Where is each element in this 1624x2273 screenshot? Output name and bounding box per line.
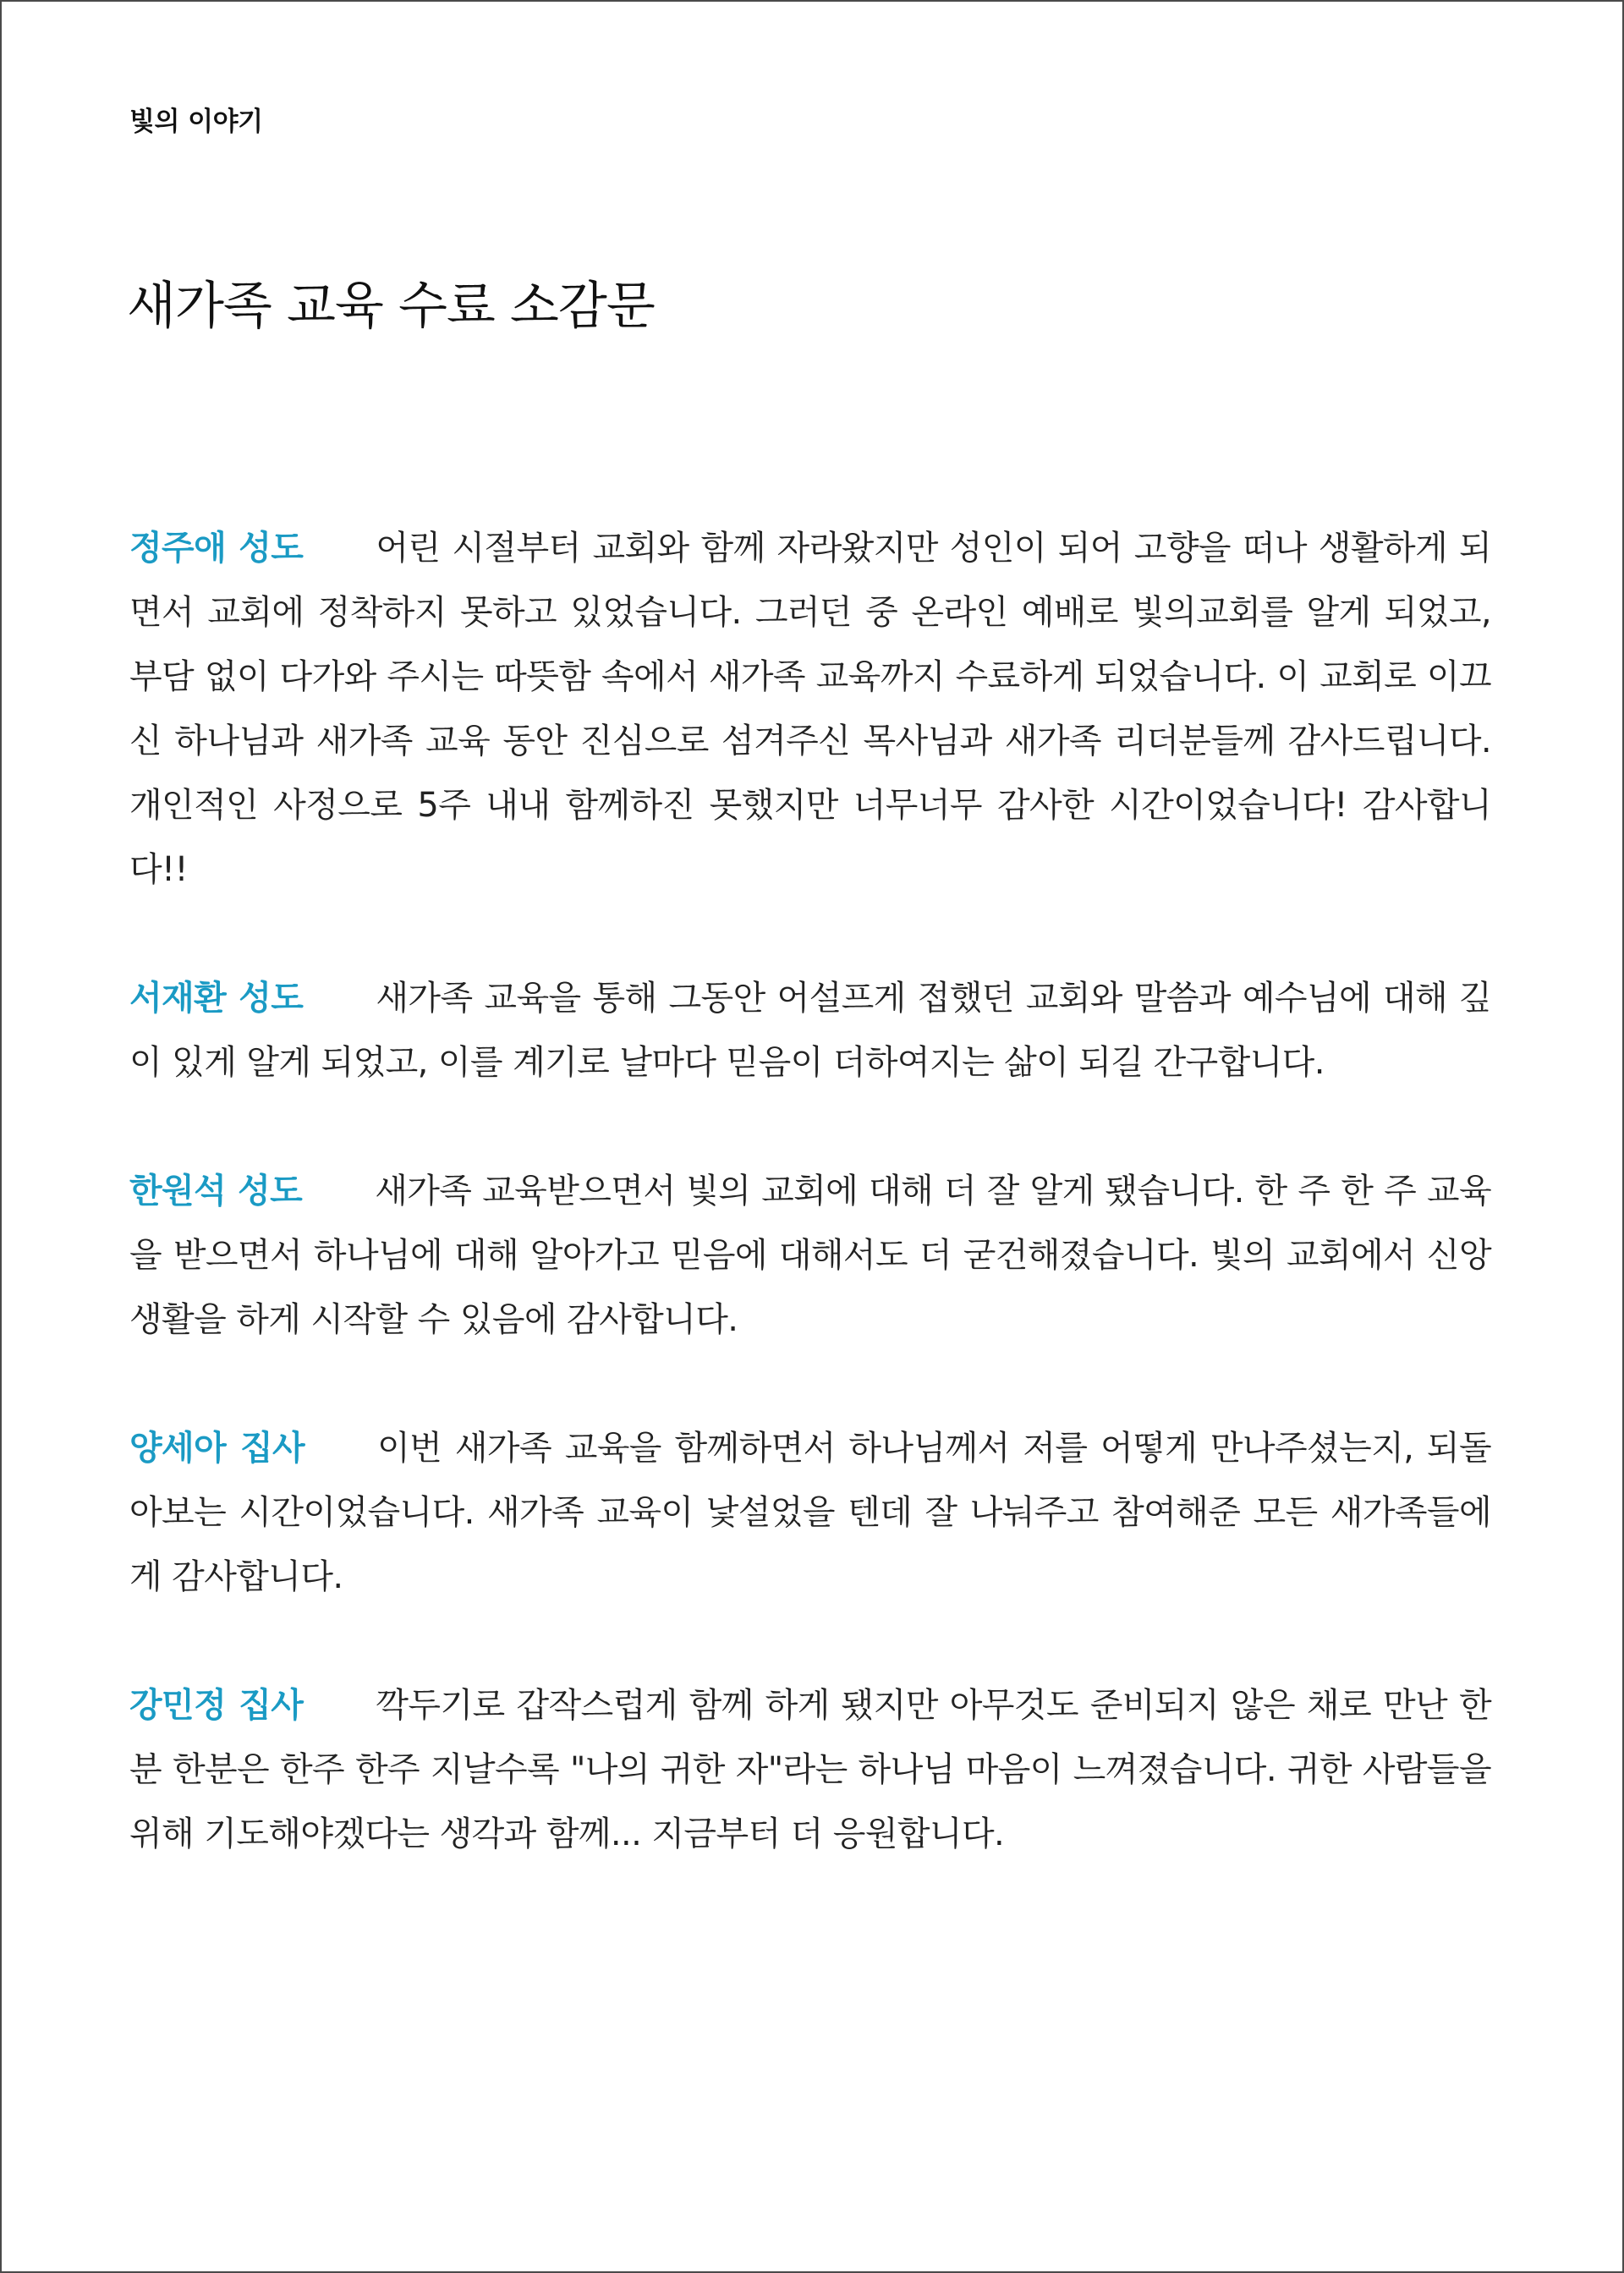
testimonial-text: 어린 시절부터 교회와 함께 자라왔지만 성인이 되어 고향을 떠나 생활하게 되면서 교회에 정착하지 못하고 있었습니다. 그러던 중 온라인 예배로 빛의교회를 알게 되었고, 부담 없이 다가와 주시는 따뜻함 속에서 새가족 교육까지 수료하게 되었습니다. 이 교회로 이끄신 하나님과 새가족 교육 동안 진심으로 섬겨주신 목사님과 새가족 리더분들께 감사드립니다. 개인적인 사정으로 5주 내내 함께하진 못했지만 너무너무 감사한 시간이었습니다! 감사합니다!! (129, 529, 1491, 889)
testimonial-item (129, 516, 1491, 902)
testimonial-list (129, 516, 1491, 1930)
testimonial-item (129, 1416, 1491, 1609)
testimonial-item (129, 966, 1491, 1095)
testimonial-text: 새가족 교육을 통해 그동안 어설프게 접했던 교회와 말씀과 예수님에 대해 깊이 있게 알게 되었고, 이를 계기로 날마다 믿음이 더하여지는 삶이 되길 간구합니다. (129, 979, 1492, 1082)
testimonial-item (129, 1673, 1491, 1866)
testimonial-text: 이번 새가족 교육을 함께하면서 하나님께서 저를 어떻게 만나주셨는지, 되돌아보는 시간이었습니다. 새가족 교육이 낯설었을 텐데 잘 나눠주고 참여해준 모든 새가족들에게 감사합니다. (129, 1429, 1491, 1596)
testimonial-item (129, 1159, 1491, 1352)
testimonial-text: 깍두기로 갑작스럽게 함께 하게 됐지만 아무것도 준비되지 않은 채로 만난 한분 한분은 한주 한주 지날수록 "나의 귀한 자"라는 하나님 마음이 느껴졌습니다. 귀한 사람들을 위해 기도해야겠다는 생각과 함께... 지금부터 더 응원합니다. (129, 1686, 1492, 1853)
testimonial-author: 한원석 성도 (129, 1172, 303, 1211)
document-title: 새가족 교육 수료 소감문 (127, 277, 655, 336)
testimonial-author: 서재환 성도 (129, 979, 304, 1018)
testimonial-author: 정주애 성도 (129, 529, 304, 568)
testimonial-text: 새가족 교육받으면서 빛의 교회에 대해 더 잘 알게 됐습니다. 한 주 한 주 교육을 받으면서 하나님에 대해 알아가고 믿음에 대해서도 더 굳건해졌습니다. 빛의 교회에서 신앙생활을 하게 시작할 수 있음에 감사합니다. (129, 1172, 1491, 1339)
testimonial-author: 강민정 집사 (129, 1686, 304, 1725)
testimonial-author: 양세아 집사 (129, 1429, 305, 1468)
section-label: 빛의 이야기 (129, 107, 263, 137)
